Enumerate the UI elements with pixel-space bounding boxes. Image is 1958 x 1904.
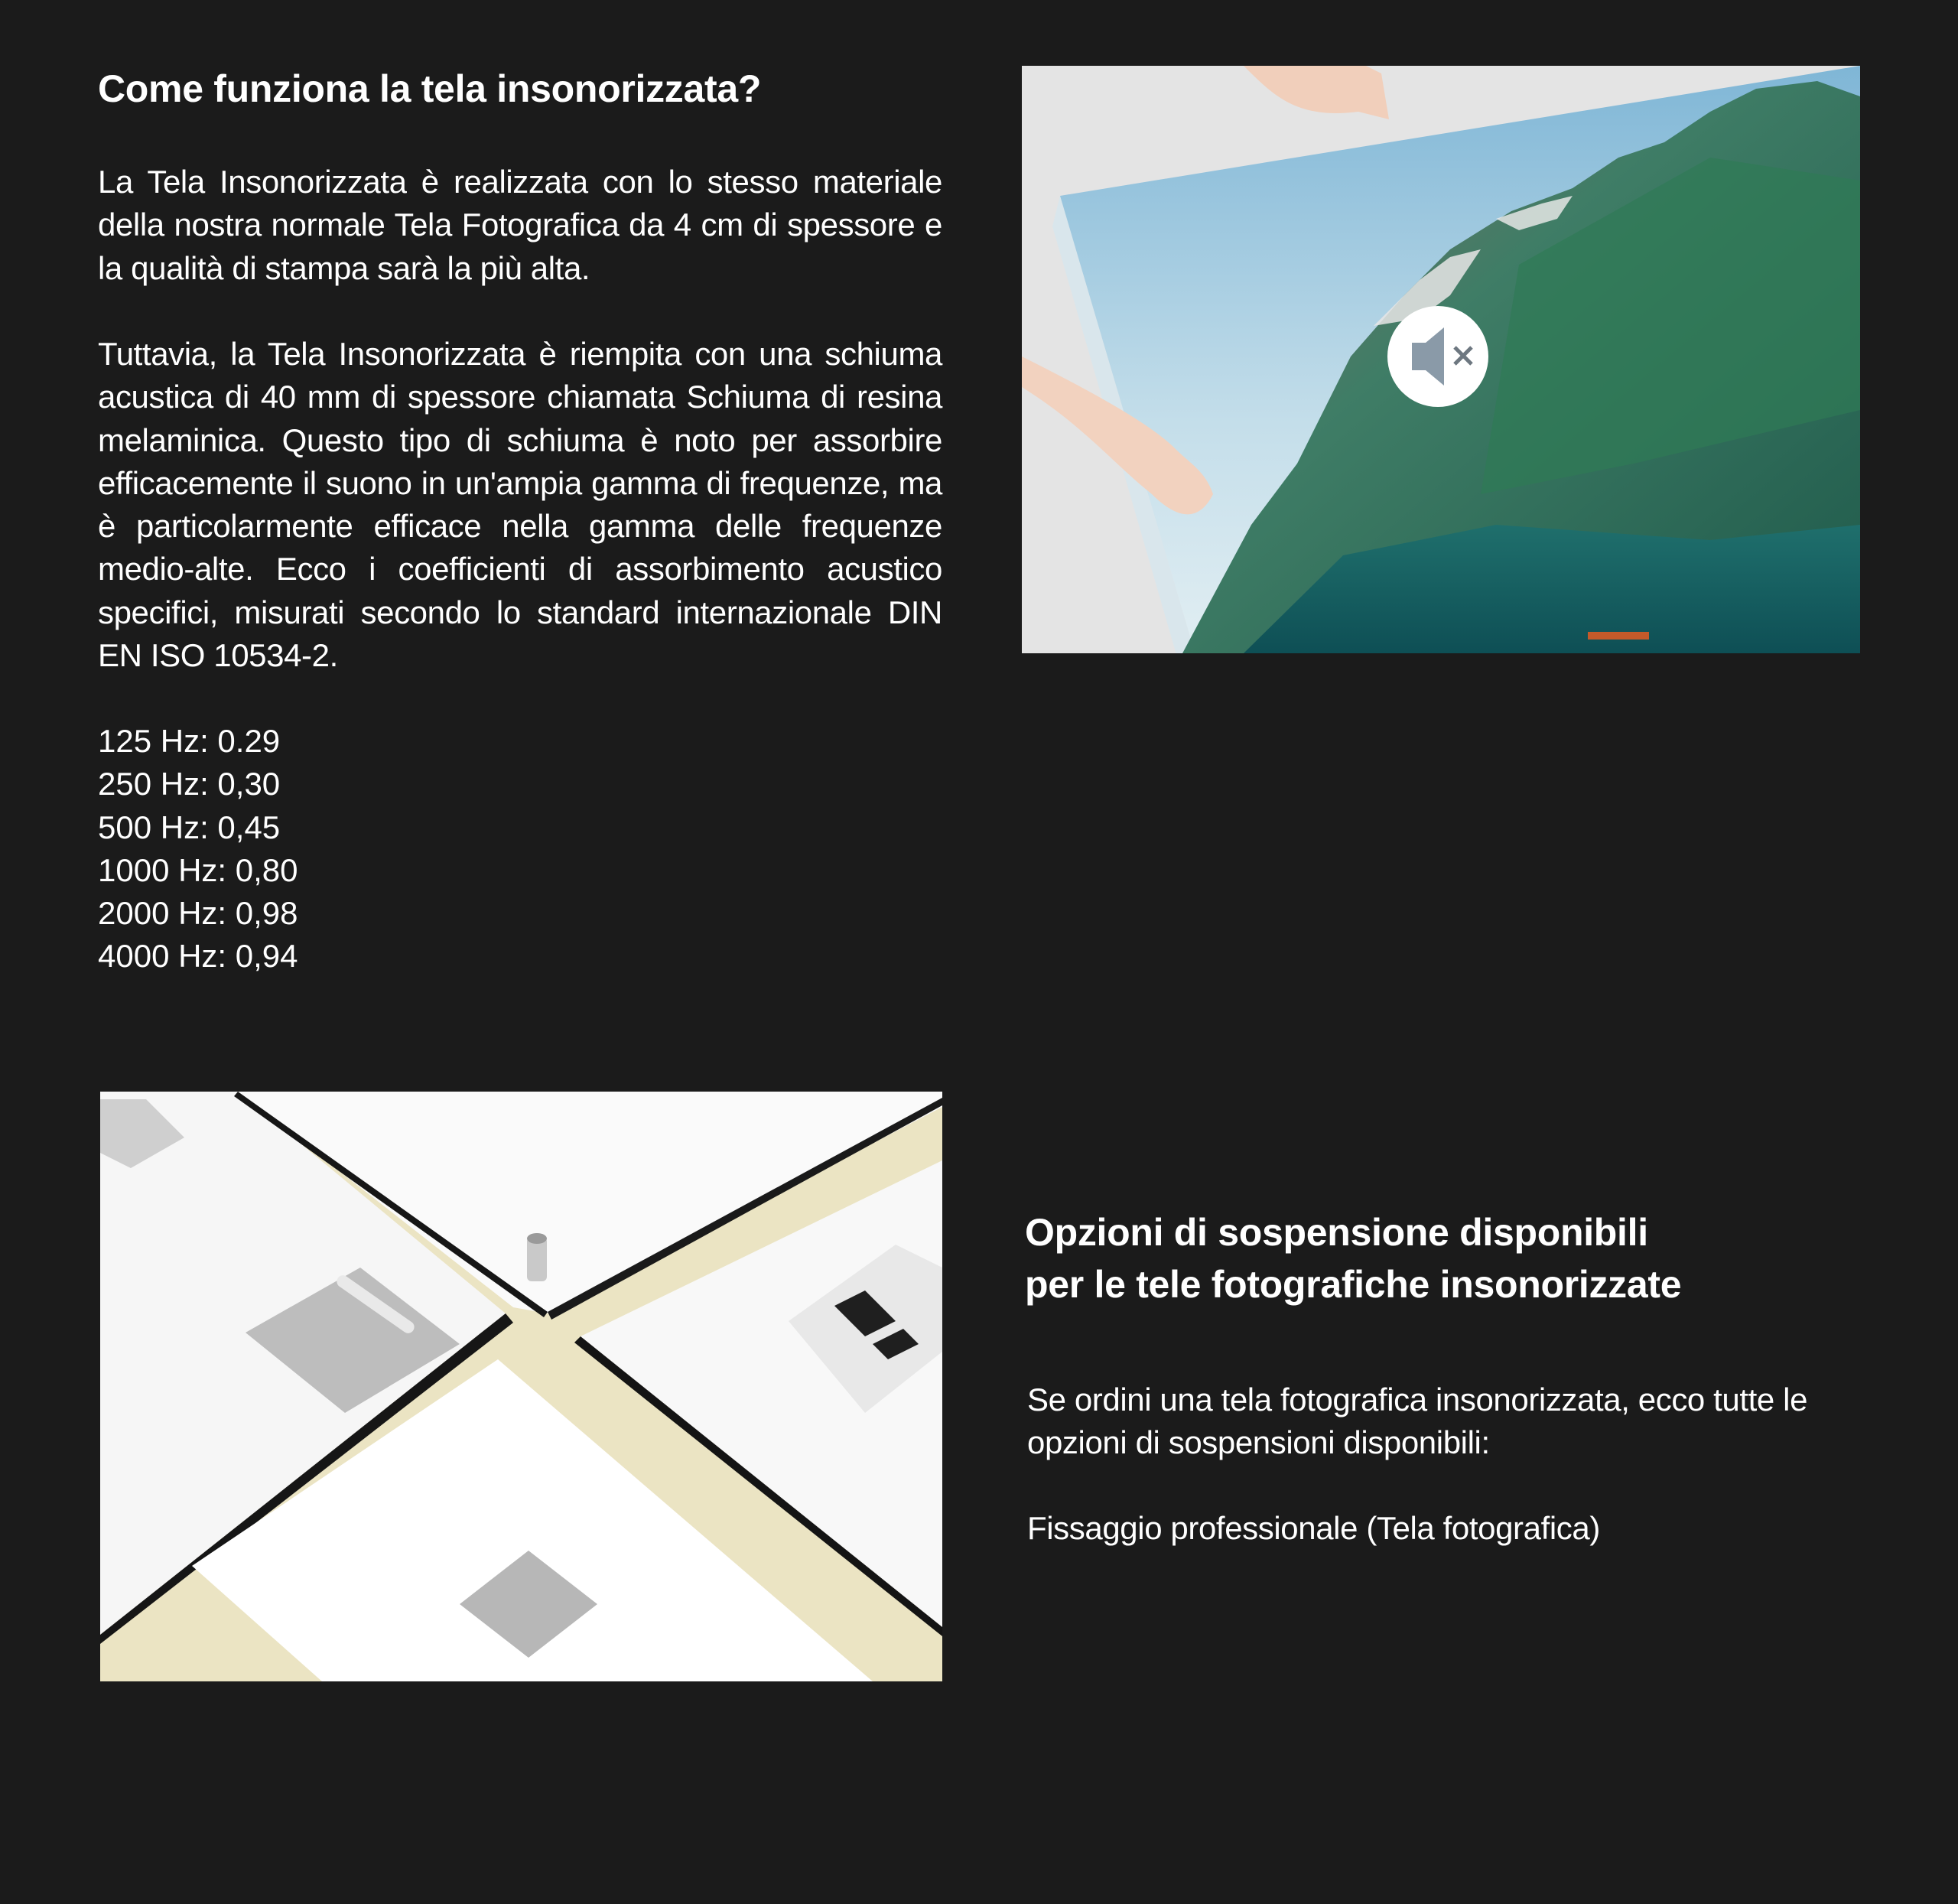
coefficient-item: 125 Hz: 0.29: [98, 723, 281, 759]
section-title-how-it-works: Come funziona la tela insonorizzata?: [98, 67, 762, 110]
coefficient-item: 250 Hz: 0,30: [98, 766, 281, 802]
hanging-intro-paragraph: Se ordini una tela fotografica insonorizzata, ecco tutte le opzioni di sospensioni disponibili:: [1027, 1382, 1808, 1461]
soundproof-canvas-photo: [1022, 66, 1860, 653]
hanging-title-line-2: per le tele fotografiche insonorizzate: [1025, 1263, 1682, 1306]
coefficient-item: 2000 Hz: 0,98: [98, 895, 298, 932]
hanging-title-line-1: Opzioni di sospensione disponibili: [1025, 1211, 1648, 1254]
foam-paragraph: Tuttavia, la Tela Insonorizzata è riempita con una schiuma acustica di 40 mm di spessore chiamata Schiuma di resina melaminica. Questo tipo di schiuma è noto per assorbire efficacemente il suono in un'ampia gamma di frequenze, ma è particolarmente efficace nella gamma delle frequenze medio-alte. Ecco i coefficienti di assorbimento acustico specifici, misurati secondo lo standard internazionale DIN EN ISO 10534-2.: [98, 336, 942, 674]
intro-paragraph: La Tela Insonorizzata è realizzata con lo stesso materiale della nostra normale Tela Fotografica da 4 cm di spessore e la qualità di stampa sarà la più alta.: [98, 164, 942, 286]
hanging-option-professional: Fissaggio professionale (Tela fotografica): [1027, 1510, 1600, 1546]
coefficient-item: 1000 Hz: 0,80: [98, 851, 298, 888]
section-title-hanging-options: [1025, 1206, 1681, 1310]
coefficient-item: 500 Hz: 0,45: [98, 809, 281, 845]
absorption-coefficients-list: [98, 720, 298, 978]
hanging-hardware-photo: [100, 1092, 942, 1681]
coefficient-item: 4000 Hz: 0,94: [98, 938, 298, 975]
